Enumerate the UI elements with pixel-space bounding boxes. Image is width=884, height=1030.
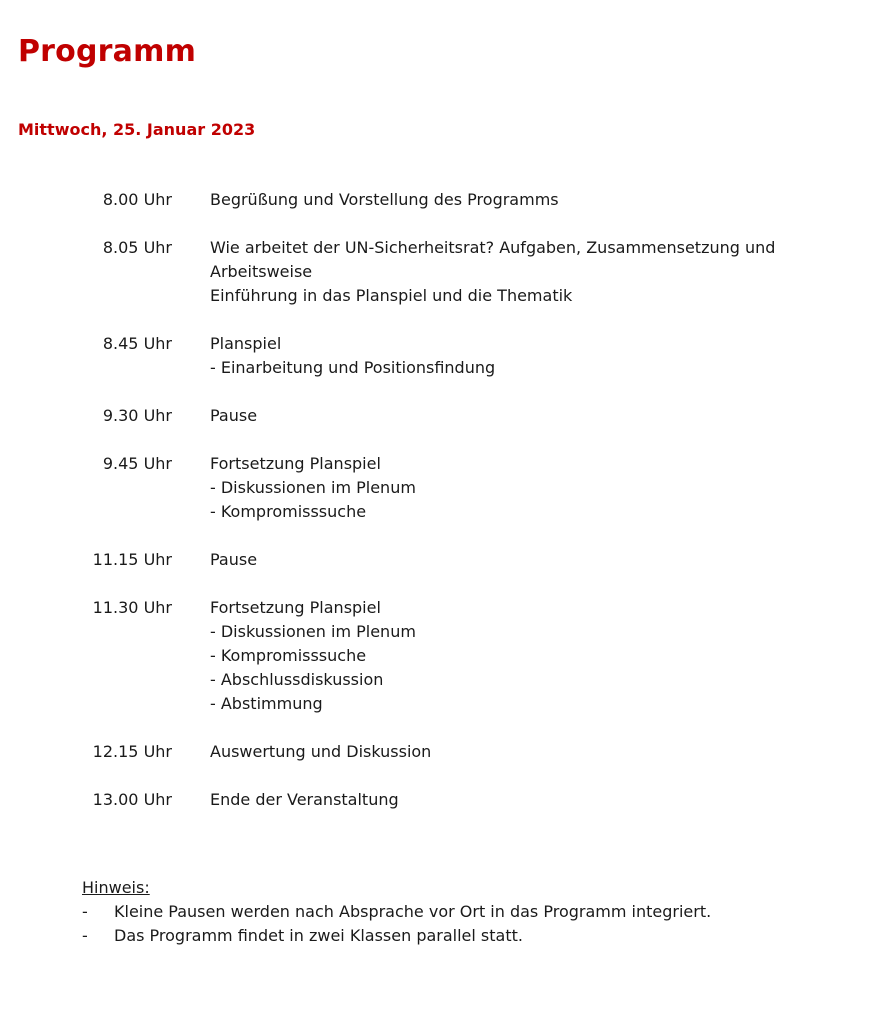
schedule-line: - Diskussionen im Plenum [210,622,416,641]
schedule-entry [0,596,884,716]
hint-section [82,876,842,948]
schedule-description [210,452,830,524]
schedule-line: Pause [210,406,258,425]
schedule-time: 8.00 Uhr [102,190,172,209]
schedule-entry [0,188,884,212]
hint-bullet: - [82,926,88,945]
schedule-line: Fortsetzung Planspiel [210,454,381,473]
hint-item-text: Kleine Pausen werden nach Absprache vor Ort in das Programm integriert. [114,902,712,921]
schedule-entry [0,404,884,428]
schedule-entry [0,332,884,380]
schedule-line: Fortsetzung Planspiel [210,598,381,617]
schedule-line: - Diskussionen im Plenum [210,478,416,497]
schedule-description [210,188,830,212]
schedule-line: Pause [210,550,258,569]
hint-label: Hinweis: [82,878,150,897]
schedule-line: Wie arbeitet der UN-Sicherheitsrat? Aufgaben, Zusammensetzung und [210,238,776,257]
schedule-description [210,332,830,380]
schedule-list [0,188,884,836]
schedule-line: Begrüßung und Vorstellung des Programms [210,190,559,209]
schedule-entry [0,740,884,764]
schedule-time: 11.30 Uhr [92,598,172,617]
page-title: Programm [18,34,197,69]
hint-item [82,900,842,924]
schedule-entry [0,548,884,572]
hint-item [82,924,842,948]
schedule-time: 13.00 Uhr [92,790,172,809]
schedule-line: Einführung in das Planspiel und die Thematik [210,286,573,305]
schedule-entry [0,452,884,524]
schedule-description [210,404,830,428]
schedule-description [210,740,830,764]
schedule-time: 8.05 Uhr [102,238,172,257]
schedule-time: 12.15 Uhr [92,742,172,761]
schedule-line: - Abstimmung [210,694,323,713]
schedule-line: - Kompromisssuche [210,502,367,521]
schedule-time: 9.30 Uhr [102,406,172,425]
schedule-line: - Einarbeitung und Positionsfindung [210,358,496,377]
schedule-line: Arbeitsweise [210,262,313,281]
schedule-description [210,548,830,572]
schedule-entry [0,788,884,812]
schedule-line: - Kompromisssuche [210,646,367,665]
schedule-line: - Abschlussdiskussion [210,670,384,689]
schedule-description [210,596,830,716]
event-date: Mittwoch, 25. Januar 2023 [18,120,256,139]
schedule-time: 9.45 Uhr [102,454,172,473]
schedule-line: Planspiel [210,334,282,353]
schedule-time: 8.45 Uhr [102,334,172,353]
schedule-description [210,236,830,308]
schedule-line: Ende der Veranstaltung [210,790,399,809]
hint-bullet: - [82,902,88,921]
schedule-entry [0,236,884,308]
schedule-description [210,788,830,812]
schedule-line: Auswertung und Diskussion [210,742,432,761]
hint-item-text: Das Programm findet in zwei Klassen parallel statt. [114,926,523,945]
schedule-time: 11.15 Uhr [92,550,172,569]
